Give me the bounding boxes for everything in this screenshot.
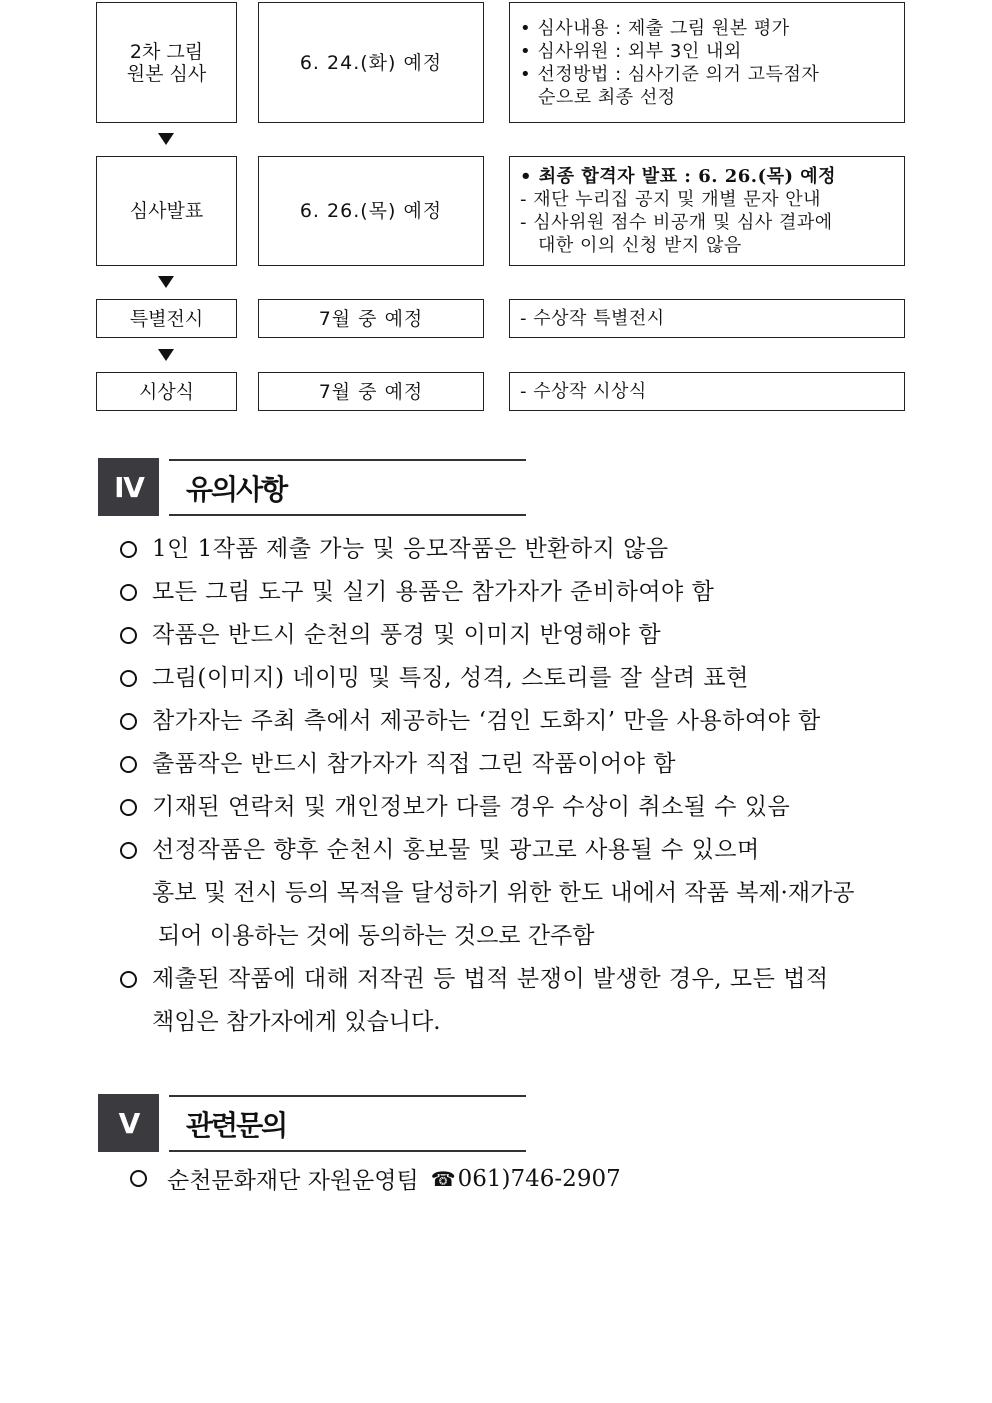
contact-line xyxy=(130,1162,621,1195)
circle-bullet-icon xyxy=(120,713,137,730)
stage-label: 시상식 xyxy=(138,380,195,403)
circle-bullet-icon xyxy=(130,1170,147,1187)
note-text: 작품은 반드시 순천의 풍경 및 이미지 반영해야 함 xyxy=(152,622,662,648)
circle-bullet-icon xyxy=(120,971,137,988)
list-item xyxy=(118,700,918,743)
note-continuation: 되어 이용하는 것에 동의하는 것으로 간주함 xyxy=(158,923,595,949)
detail-line: • 심사내용 : 제출 그림 원본 평가 xyxy=(520,17,790,39)
date-label: 6. 26.(목) 예정 xyxy=(299,200,443,222)
detail-box xyxy=(509,156,905,266)
detail-line: - 재단 누리집 공지 및 개별 문자 안내 xyxy=(520,189,821,210)
date-box xyxy=(258,299,484,338)
list-item xyxy=(118,571,918,614)
section-5-header xyxy=(98,1094,526,1152)
down-arrow-icon xyxy=(158,276,174,288)
date-label: 6. 24.(화) 예정 xyxy=(299,51,443,74)
detail-box xyxy=(509,299,905,338)
note-text: 그림(이미지) 네이밍 및 특징, 성격, 스토리를 잘 살려 표현 xyxy=(152,665,749,691)
circle-bullet-icon xyxy=(120,584,137,601)
phone-icon: ☎ xyxy=(430,1166,456,1191)
detail-line: • 최종 합격자 발표 : 6. 26.(목) 예정 xyxy=(520,166,837,187)
section-number: Ⅳ xyxy=(98,458,159,516)
list-item xyxy=(118,829,918,872)
down-arrow-icon xyxy=(158,133,174,145)
date-label: 7월 중 예정 xyxy=(318,307,424,330)
contact-phone: 061)746-2907 xyxy=(457,1165,621,1192)
section-number: Ⅴ xyxy=(98,1094,159,1152)
date-box xyxy=(258,372,484,411)
list-item xyxy=(118,657,918,700)
note-text: 기재된 연락처 및 개인정보가 다를 경우 수상이 취소될 수 있음 xyxy=(152,794,791,820)
stage-box xyxy=(96,299,237,338)
circle-bullet-icon xyxy=(120,842,137,859)
stage-label: 심사발표 xyxy=(129,200,204,222)
detail-box xyxy=(509,2,905,123)
detail-line: - 수상작 시상식 xyxy=(520,381,647,402)
date-label: 7월 중 예정 xyxy=(318,380,424,403)
stage-label: 2차 그림 xyxy=(129,40,204,63)
notes-list xyxy=(118,528,918,1044)
divider xyxy=(169,1150,526,1152)
stage-box xyxy=(96,2,237,123)
detail-box xyxy=(509,372,905,411)
detail-line: 순으로 최종 선정 xyxy=(538,86,676,108)
list-item xyxy=(118,958,918,1001)
section-title: 관련문의 xyxy=(186,1109,287,1142)
note-text: 제출된 작품에 대해 저작권 등 법적 분쟁이 발생한 경우, 모든 법적 xyxy=(152,966,829,992)
list-item xyxy=(118,786,918,829)
list-item xyxy=(118,743,918,786)
list-item xyxy=(118,528,918,571)
note-continuation: 홍보 및 전시 등의 목적을 달성하기 위한 한도 내에서 작품 복제·재가공 xyxy=(152,880,855,906)
stage-box xyxy=(96,156,237,266)
detail-line: - 심사위원 점수 비공개 및 심사 결과에 xyxy=(520,212,833,233)
note-text: 선정작품은 향후 순천시 홍보물 및 광고로 사용될 수 있으며 xyxy=(152,837,760,863)
note-text: 모든 그림 도구 및 실기 용품은 참가자가 준비하여야 함 xyxy=(152,579,715,605)
detail-line: • 심사위원 : 외부 3인 내외 xyxy=(520,40,742,62)
note-continuation: 책임은 참가자에게 있습니다. xyxy=(152,1009,441,1035)
date-box xyxy=(258,156,484,266)
list-item xyxy=(118,614,918,657)
note-text: 출품작은 반드시 참가자가 직접 그린 작품이어야 함 xyxy=(152,751,676,777)
circle-bullet-icon xyxy=(120,541,137,558)
contact-org: 순천문화재단 자원운영팀 xyxy=(167,1168,419,1194)
divider xyxy=(169,1095,526,1097)
divider xyxy=(169,459,526,461)
detail-line: • 선정방법 : 심사기준 의거 고득점자 xyxy=(520,63,820,85)
date-box xyxy=(258,2,484,123)
detail-line: - 수상작 특별전시 xyxy=(520,308,665,329)
down-arrow-icon xyxy=(158,349,174,361)
stage-label: 특별전시 xyxy=(129,307,204,330)
circle-bullet-icon xyxy=(120,627,137,644)
divider xyxy=(169,514,526,516)
section-4-header xyxy=(98,458,526,516)
stage-label: 원본 심사 xyxy=(126,62,207,85)
section-title: 유의사항 xyxy=(186,473,287,506)
note-text: 참가자는 주최 측에서 제공하는 ‘검인 도화지’ 만을 사용하여야 함 xyxy=(152,708,821,734)
circle-bullet-icon xyxy=(120,756,137,773)
circle-bullet-icon xyxy=(120,799,137,816)
detail-line: 대한 이의 신청 받지 않음 xyxy=(538,235,742,256)
circle-bullet-icon xyxy=(120,670,137,687)
stage-box xyxy=(96,372,237,411)
note-text: 1인 1작품 제출 가능 및 응모작품은 반환하지 않음 xyxy=(152,536,669,562)
